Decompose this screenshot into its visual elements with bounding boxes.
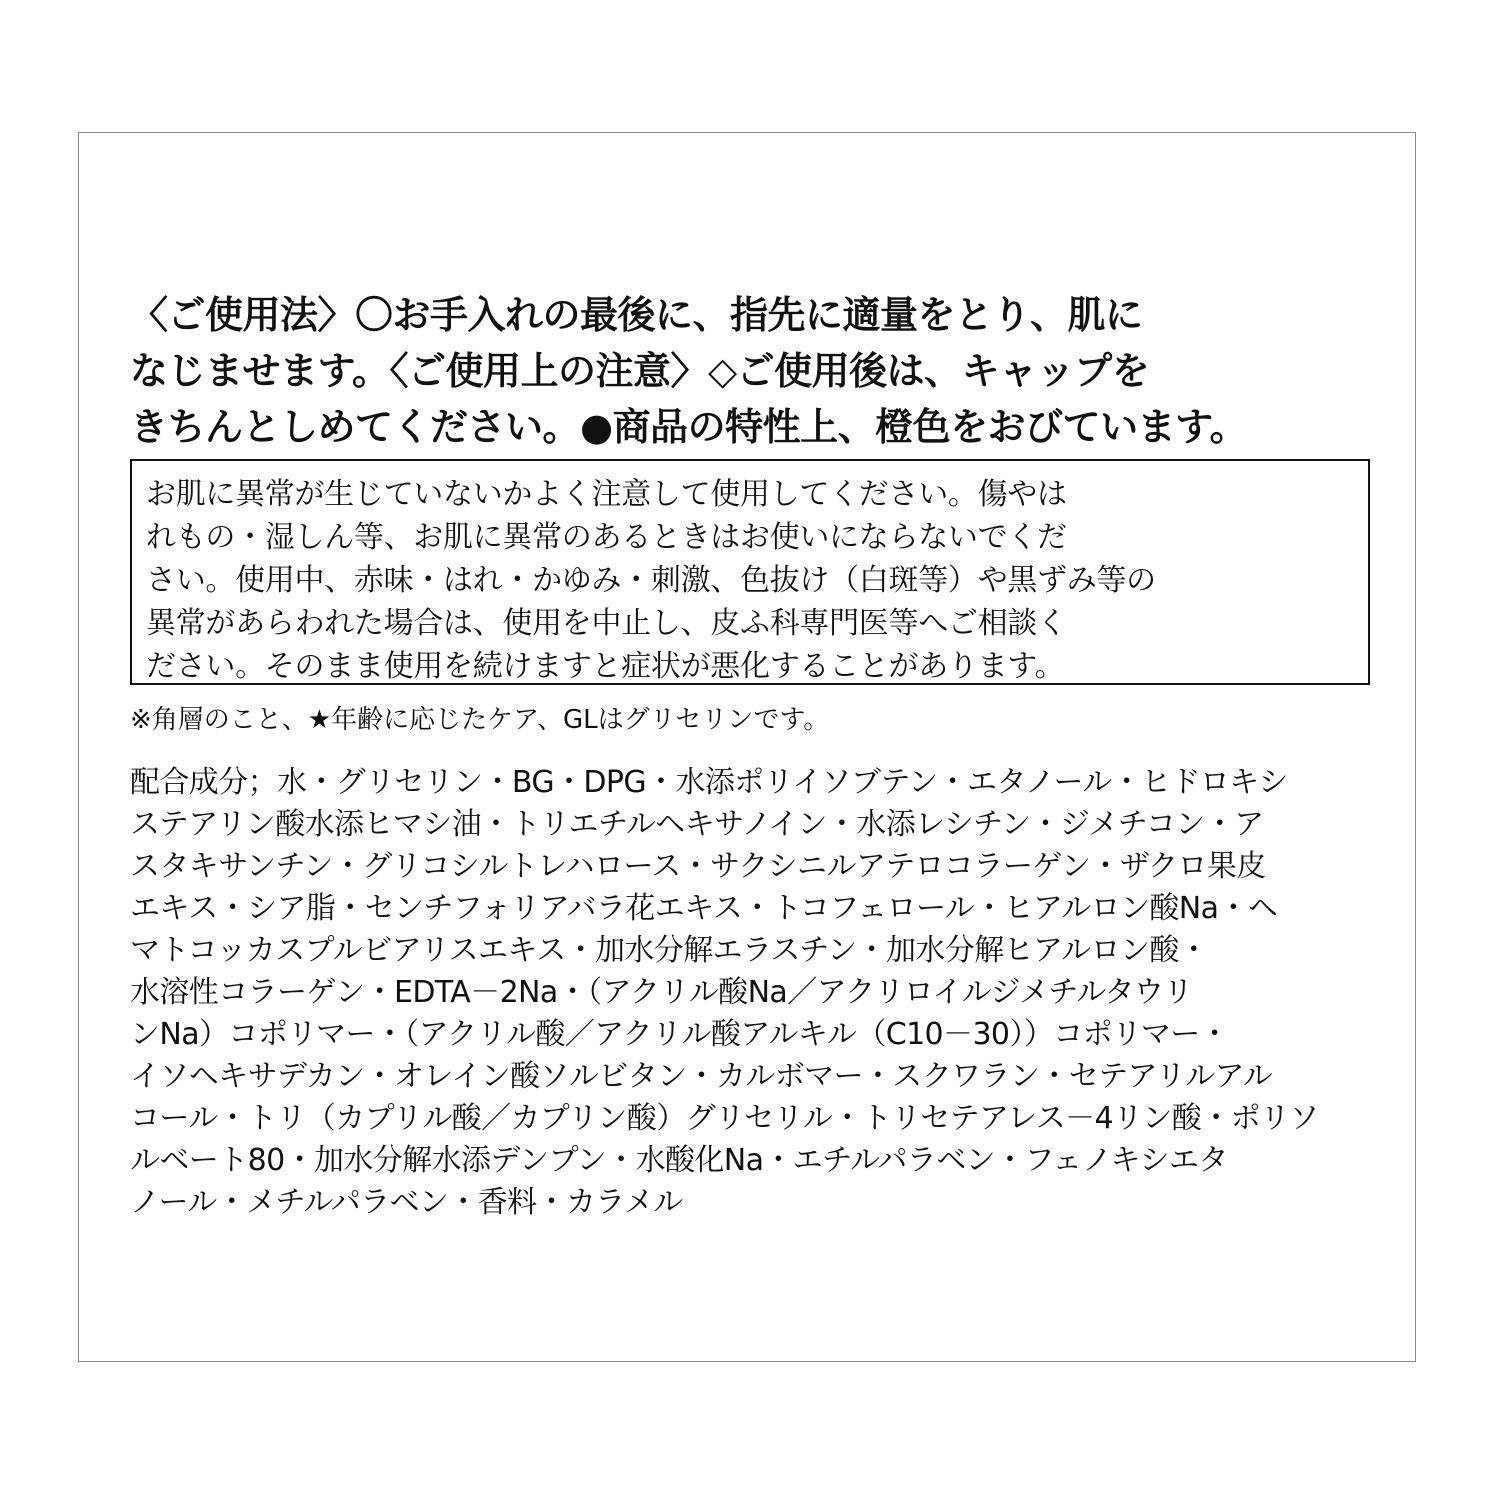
caution-line: さい。使用中、赤味・はれ・かゆみ・刺激、色抜け（白斑等）や黒ずみ等の bbox=[146, 563, 1156, 598]
ingredients-line: マトコッカスプルビアリスエキス・加水分解エラスチン・加水分解ヒアルロン酸・ bbox=[130, 933, 1209, 968]
ingredients-line: 配合成分；水・グリセリン・BG・DPG・水添ポリイソブテン・エタノール・ヒドロキシ bbox=[130, 765, 1288, 800]
footnote: ※角層のこと、★年齢に応じたケア、GLはグリセリンです。 bbox=[130, 705, 830, 735]
ingredients-line: ルベート80・加水分解水添デンプン・水酸化Na・エチルパラベン・フェノキシエタ bbox=[130, 1143, 1228, 1178]
usage-line: きちんとしめてください。●商品の特性上、橙色をおびています。 bbox=[130, 405, 1248, 449]
caution-box bbox=[130, 459, 1370, 685]
caution-line: お肌に異常が生じていないかよく注意して使用してください。傷やは bbox=[146, 477, 1067, 512]
usage-line: なじませます。〈ご使用上の注意〉◇ご使用後は、キャップを bbox=[130, 349, 1150, 393]
ingredients-line: 水溶性コラーゲン・EDTA－2Na・（アクリル酸Na／アクリロイルジメチルタウリ bbox=[130, 975, 1193, 1010]
ingredients-line: エキス・シア脂・センチフォリアバラ花エキス・トコフェロール・ヒアルロン酸Na・ヘ bbox=[130, 891, 1278, 926]
ingredients-line: ステアリン酸水添ヒマシ油・トリエチルヘキサノイン・水添レシチン・ジメチコン・ア bbox=[130, 807, 1264, 842]
caution-line: 異常があらわれた場合は、使用を中止し、皮ふ科専門医等へご相談く bbox=[146, 606, 1067, 641]
ingredients-line: ンNa）コポリマー・（アクリル酸／アクリル酸アルキル（C10－30））コポリマー・ bbox=[130, 1017, 1230, 1052]
ingredients-line: イソヘキサデカン・オレイン酸ソルビタン・カルボマー・スクワラン・セテアリルアル bbox=[130, 1059, 1273, 1094]
ingredients-line: コール・トリ（カプリル酸／カプリン酸）グリセリル・トリセテアレス－4リン酸・ポリソ bbox=[130, 1101, 1319, 1136]
ingredients-line: ノール・メチルパラベン・香料・カラメル bbox=[130, 1185, 683, 1220]
ingredients-line: スタキサンチン・グリコシルトレハロース・サクシニルアテロコラーゲン・ザクロ果皮 bbox=[130, 849, 1266, 884]
usage-line: 〈ご使用法〉〇お手入れの最後に、指先に適量をとり、肌に bbox=[130, 293, 1143, 337]
caution-line: ださい。そのまま使用を続けますと症状が悪化することがあります。 bbox=[146, 649, 1065, 684]
caution-line: れもの・湿しん等、お肌に異常のあるときはお使いにならないでくだ bbox=[146, 520, 1067, 555]
